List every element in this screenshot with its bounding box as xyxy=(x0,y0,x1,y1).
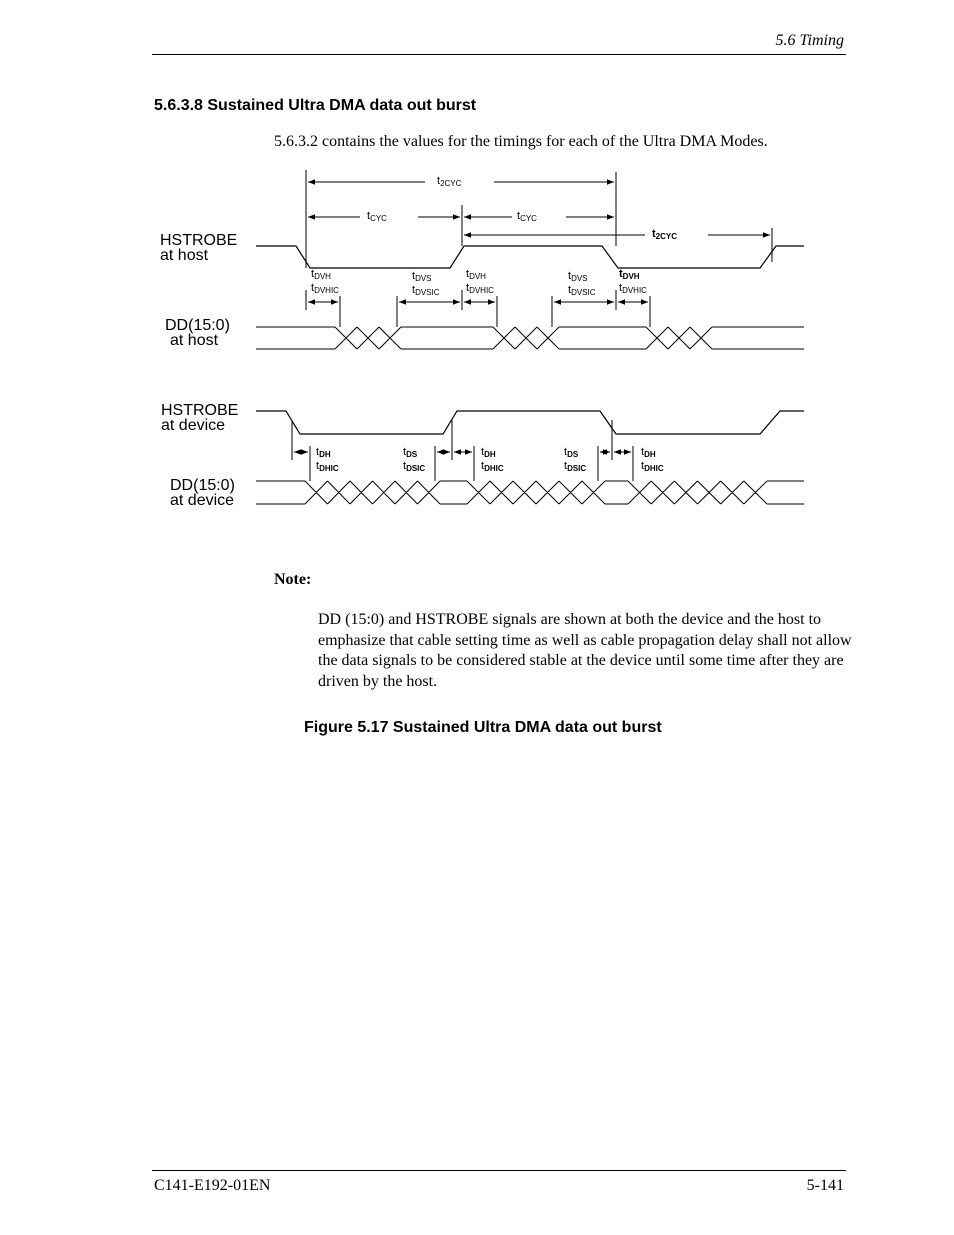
tdh3-label: tDH xyxy=(641,446,656,459)
tdvh1-label: tDVH xyxy=(311,268,331,281)
tdh2-label: tDH xyxy=(481,446,496,459)
intro-paragraph: 5.6.3.2 contains the values for the timings for each of the Ultra DMA Modes. xyxy=(274,133,768,150)
tdvhic3-label: tDVHIC xyxy=(619,282,647,295)
signal-label-dd-host-sub: at host xyxy=(170,332,219,349)
tdhic2-label: tDHIC xyxy=(481,460,504,473)
signal-label-hstrobe-host-sub: at host xyxy=(160,247,209,264)
host-guide-lines xyxy=(306,170,772,327)
tdvs2-label: tDVS xyxy=(568,270,588,283)
figure-caption: Figure 5.17 Sustained Ultra DMA data out burst xyxy=(304,719,662,736)
note-label: Note: xyxy=(274,571,312,588)
tdsic1-label: tDSIC xyxy=(403,460,426,473)
signal-label-dd-device: DD(15:0) xyxy=(170,477,235,494)
dd-device-bus xyxy=(256,481,804,504)
tdsic2-label: tDSIC xyxy=(564,460,587,473)
tds2-label: tDS xyxy=(564,446,579,459)
tdh1-label: tDH xyxy=(316,446,331,459)
tdvh3-label: tDVH xyxy=(619,268,640,281)
dd-host-bus xyxy=(256,327,804,349)
tds1-label: tDS xyxy=(403,446,418,459)
section-heading: 5.6.3.8 Sustained Ultra DMA data out burst xyxy=(154,97,477,114)
signal-label-hstrobe-device: HSTROBE xyxy=(161,402,239,419)
tcyc1-label: tCYC xyxy=(367,210,387,223)
footer-rule xyxy=(152,1170,846,1171)
tdhic1-label: tDHIC xyxy=(316,460,339,473)
note-text: DD (15:0) and HSTROBE signals are shown at both the device and the host to emphasize that cable setting time as well as cable propagation delay shall not allow the data signals to be considered stable at the device until some time after they are driven by the host. xyxy=(318,611,852,690)
tdhic3-label: tDHIC xyxy=(641,460,664,473)
footer-doc-id: C141-E192-01EN xyxy=(154,1177,271,1194)
tdvhic1-label: tDVHIC xyxy=(311,282,339,295)
t2cyc2-label: t2CYC xyxy=(652,228,678,241)
signal-label-dd-host: DD(15:0) xyxy=(165,317,230,334)
signal-label-dd-device-sub: at device xyxy=(170,492,235,509)
timing-diagram xyxy=(0,0,954,560)
hstrobe-device-waveform xyxy=(256,411,804,434)
signal-label-hstrobe-device-sub: at device xyxy=(161,417,226,434)
tdvh2-label: tDVH xyxy=(466,268,486,281)
tdvhic2-label: tDVHIC xyxy=(466,282,494,295)
footer-page-number: 5-141 xyxy=(806,1177,844,1194)
t2cyc-label: t2CYC xyxy=(437,175,462,188)
tcyc2-label: tCYC xyxy=(517,210,537,223)
signal-label-hstrobe-host: HSTROBE xyxy=(160,232,238,249)
hstrobe-host-waveform xyxy=(256,246,804,268)
tdvsic1-label: tDVSIC xyxy=(412,284,440,297)
tdvs1-label: tDVS xyxy=(412,270,432,283)
tdvsic2-label: tDVSIC xyxy=(568,284,596,297)
running-header: 5.6 Timing xyxy=(775,32,844,49)
